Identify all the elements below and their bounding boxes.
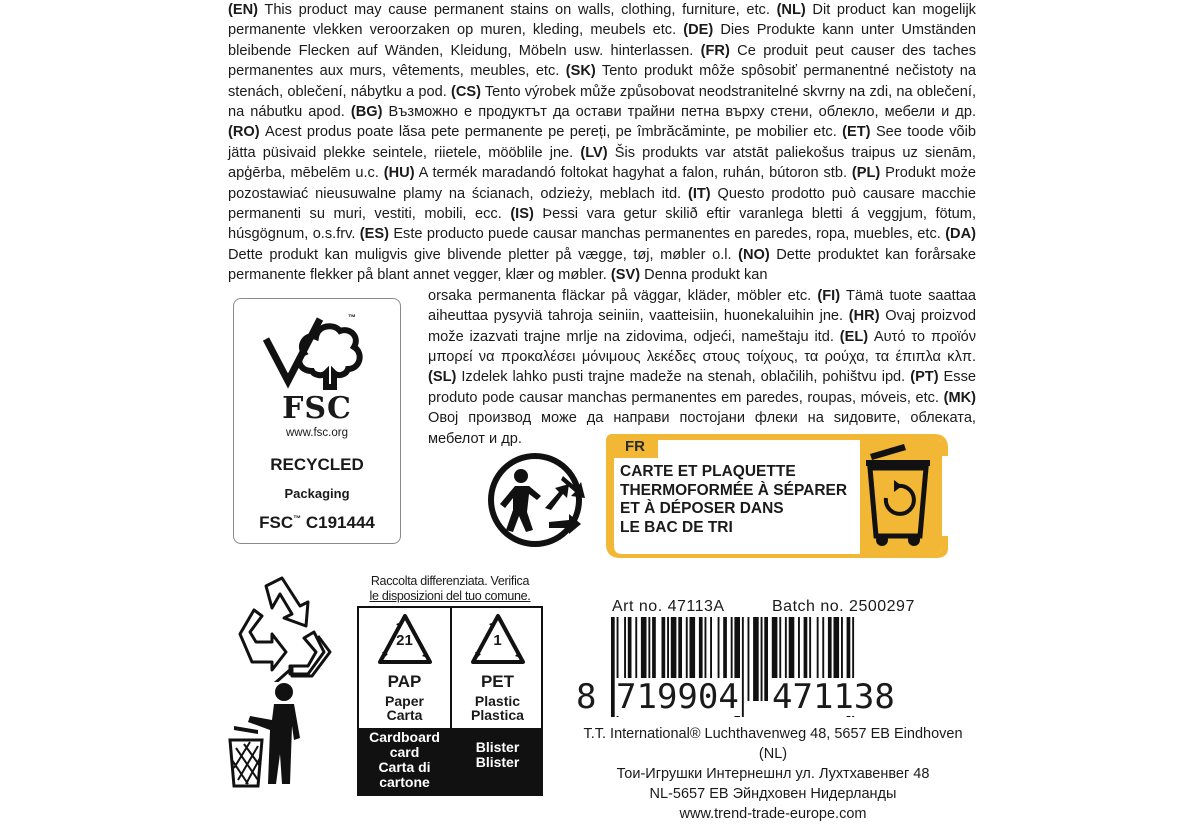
paper-component xyxy=(359,728,450,794)
language-code: (SK) xyxy=(565,63,596,80)
warning-text: Овој производ може да направи постојани флеки на ѕидовите, облеката, мебелот и др. xyxy=(428,410,976,447)
paper-component-4: cartone xyxy=(379,774,430,790)
triman-line-3: ET À DÉPOSER DANS xyxy=(620,500,784,517)
language-code: (FR) xyxy=(700,42,730,59)
warning-text: Produkt może pozostawiać nieusuwalne plamy na ścianach, odzieży, meblach itd. xyxy=(228,165,976,202)
language-code: (RO) xyxy=(228,124,260,141)
mobius-loop-icon xyxy=(226,572,336,682)
fsc-license-code xyxy=(234,513,400,533)
warning-paragraph-2 xyxy=(428,286,976,449)
warning-text: Αυτό το προϊόν μπορεί να προκαλέσει μόνιμους λεκέδες στους τοίχους, τα ρούχα, τα έπιπλα κλπ. xyxy=(428,328,976,365)
fsc-code-tm: ™ xyxy=(293,514,302,523)
paper-material xyxy=(359,694,450,722)
sorting-column-paper xyxy=(359,608,452,794)
language-code: (MK) xyxy=(943,389,976,406)
warning-text: Este producto puede causar manchas permanentes en paredes, ropa, muebles, etc. xyxy=(388,226,946,243)
manufacturer-address xyxy=(568,724,978,824)
paper-abbreviation: PAP xyxy=(387,672,422,691)
language-code: (PL) xyxy=(851,165,881,182)
warning-text: This product may cause permanent stains on walls, clothing, furniture, etc. xyxy=(258,2,777,18)
triman-line-2: THERMOFORMÉE À SÉPARER xyxy=(620,481,848,499)
language-code: (ET) xyxy=(842,124,871,141)
fsc-label xyxy=(233,298,401,544)
ean-first-digit: 8 xyxy=(576,677,597,717)
language-code: (BG) xyxy=(350,104,383,121)
article-number: Art no. 47113A xyxy=(612,598,725,615)
paper-component-1: Cardboard xyxy=(369,729,440,745)
fsc-recycled: RECYCLED xyxy=(270,455,364,474)
language-code: (FI) xyxy=(817,287,841,304)
ean-digits xyxy=(575,678,945,716)
warning-text: Ovaj proizvod može izazvati trajne mrlje na zidovima, odjeći, nameštaju itd. xyxy=(428,308,976,345)
sorting-table xyxy=(357,606,543,796)
warning-text: Denna produkt kan xyxy=(640,267,768,284)
warning-text: Esse produto pode causar manchas permanentes em paredes, roupas, móveis, etc. xyxy=(428,369,976,406)
ean-left-digits: 719904 xyxy=(616,677,739,717)
batch-number: Batch no. 2500297 xyxy=(772,598,915,615)
language-code: (DA) xyxy=(945,226,976,243)
language-code: (EN) xyxy=(228,2,258,18)
plastic-component xyxy=(452,728,543,794)
language-code: (ES) xyxy=(359,226,389,243)
warning-text: Tento produkt môže spôsobiť permanentné nečistoty na stenách, oblečení, nábytku a pod. xyxy=(228,63,976,100)
sorting-column-plastic xyxy=(452,608,543,794)
warning-text: See toode võib jätta püsivaid plekke seintele, riietele, mööblile jne. xyxy=(228,124,976,161)
fsc-website: www.fsc.org xyxy=(286,427,348,439)
warning-text: A termék maradandó foltokat hagyhat a falon, ruhán, bútoron stb. xyxy=(414,165,852,182)
address-website: www.trend-trade-europe.com xyxy=(679,806,867,822)
sorting-caption xyxy=(357,574,543,604)
language-code: (HR) xyxy=(848,308,880,325)
ean-right-digits: 471138 xyxy=(772,677,895,717)
warning-text: Tento výrobek může způsobovat neodstranitelné skvrny na zdi, na oblečení, na nábutku apod. xyxy=(228,83,977,121)
fsc-code-prefix: FSC xyxy=(259,513,294,532)
warning-text: Dette produktet kan forårsake permanente flekker på blant annet vegger, klær og møbler. xyxy=(228,246,976,284)
warning-text: Възможно е продуктът да остави трайни петна върху стени, облекло, мебели и др. xyxy=(382,104,976,121)
language-code: (LV) xyxy=(580,144,608,161)
warning-text: Dette produkt kan muligvis give blivende pletter på vægge, tøj, møbler o.l. xyxy=(228,246,739,263)
language-code: (IS) xyxy=(510,206,534,223)
paper-resin-code: 21 xyxy=(396,632,413,649)
language-code: (CS) xyxy=(450,83,481,100)
plastic-material-en: Plastic xyxy=(474,693,521,709)
paper-component-3: Carta di xyxy=(378,759,431,775)
sorting-caption-line-1: Raccolta differenziata. Verifica xyxy=(370,574,530,588)
triman-country-tag: FR xyxy=(625,438,645,455)
paper-material-it: Carta xyxy=(386,707,423,723)
language-code: (DE) xyxy=(683,22,714,39)
tidyman-icon xyxy=(228,680,318,790)
language-code: (SL) xyxy=(428,369,457,386)
warning-text: Þessi vara getur skilið eftir varanlega bletti á veggjum, fötum, húsgögnum, o.s.frv. xyxy=(228,206,976,243)
language-code: (EL) xyxy=(839,328,869,345)
warning-text: orsaka permanenta fläckar på väggar, kläder, möbler etc. xyxy=(428,287,818,304)
triman-instructions xyxy=(620,463,860,537)
plastic-abbreviation: PET xyxy=(480,672,515,691)
fsc-name: FSC xyxy=(282,391,352,426)
fsc-packaging: Packaging xyxy=(284,486,350,501)
language-code: (NO) xyxy=(738,246,770,263)
triman-line-1: CARTE ET PLAQUETTE xyxy=(620,463,796,480)
fsc-tree-logo xyxy=(262,313,372,393)
warning-text: Dies Produkte kann unter Umständen bleibende Flecken auf Wänden, Kleidung, Möbeln usw. hinterlassen. xyxy=(228,22,976,59)
language-code: (SV) xyxy=(610,267,641,284)
fsc-trademark: ™ xyxy=(348,313,356,322)
address-line-3: NL-5657 ЕВ Эйндховен Нидерланды xyxy=(649,786,897,802)
paper-material-en: Paper xyxy=(385,693,424,709)
plastic-component-2: Blister xyxy=(475,754,520,770)
warning-text: Izdelek lahko pusti trajne madeže na stenah, oblačilih, pohištvu ipd. xyxy=(456,369,911,386)
plastic-component-1: Blister xyxy=(475,739,520,755)
warning-text: Tämä tuote saattaa aiheuttaa pysyviä tahroja seiniin, vaatteisiin, huonekaluihin jne. xyxy=(428,287,976,325)
fsc-code-number: C191444 xyxy=(301,513,375,532)
language-code: (PT) xyxy=(910,369,939,386)
paper-component-2: card xyxy=(389,744,420,760)
address-line-2: Тои-Игрушки Интернешнл ул. Лухтхавенвег 48 xyxy=(616,766,930,782)
triman-line-4: LE BAC DE TRI xyxy=(620,518,733,536)
plastic-material-it: Plastica xyxy=(471,707,524,723)
language-code: (HU) xyxy=(383,165,415,182)
warning-text: Questo prodotto può causare macchie permanenti su muri, vestiti, mobili, ecc. xyxy=(228,185,976,223)
sorting-caption-line-2: le disposizioni del tuo comune. xyxy=(369,589,531,603)
warning-text: Ce produit peut causer des taches permanentes aux murs, vêtements, meubles, etc. xyxy=(228,42,976,80)
recycling-bin-icon xyxy=(860,440,940,552)
warning-text: Dit product kan mogelijk permanente vlekken veroorzaken op muren, kleding, meubels etc. xyxy=(228,2,976,39)
plastic-resin-code: 1 xyxy=(493,632,502,649)
warning-text: Šis produkts var atstāt paliekošus traipus uz sienām, apģērba, mēbelēm u.c. xyxy=(228,144,976,182)
language-code: (IT) xyxy=(687,185,711,202)
triman-icon xyxy=(485,450,597,550)
warning-text: Acest produs poate lăsa pete permanente pe pereți, pe îmbrăcăminte, pe mobilier etc. xyxy=(259,124,843,141)
warning-paragraph-1 xyxy=(228,0,976,286)
language-code: (NL) xyxy=(776,2,806,18)
address-line-1: T.T. International® Luchthavenweg 48, 5657 EB Eindhoven (NL) xyxy=(583,726,963,762)
plastic-material xyxy=(452,694,543,722)
